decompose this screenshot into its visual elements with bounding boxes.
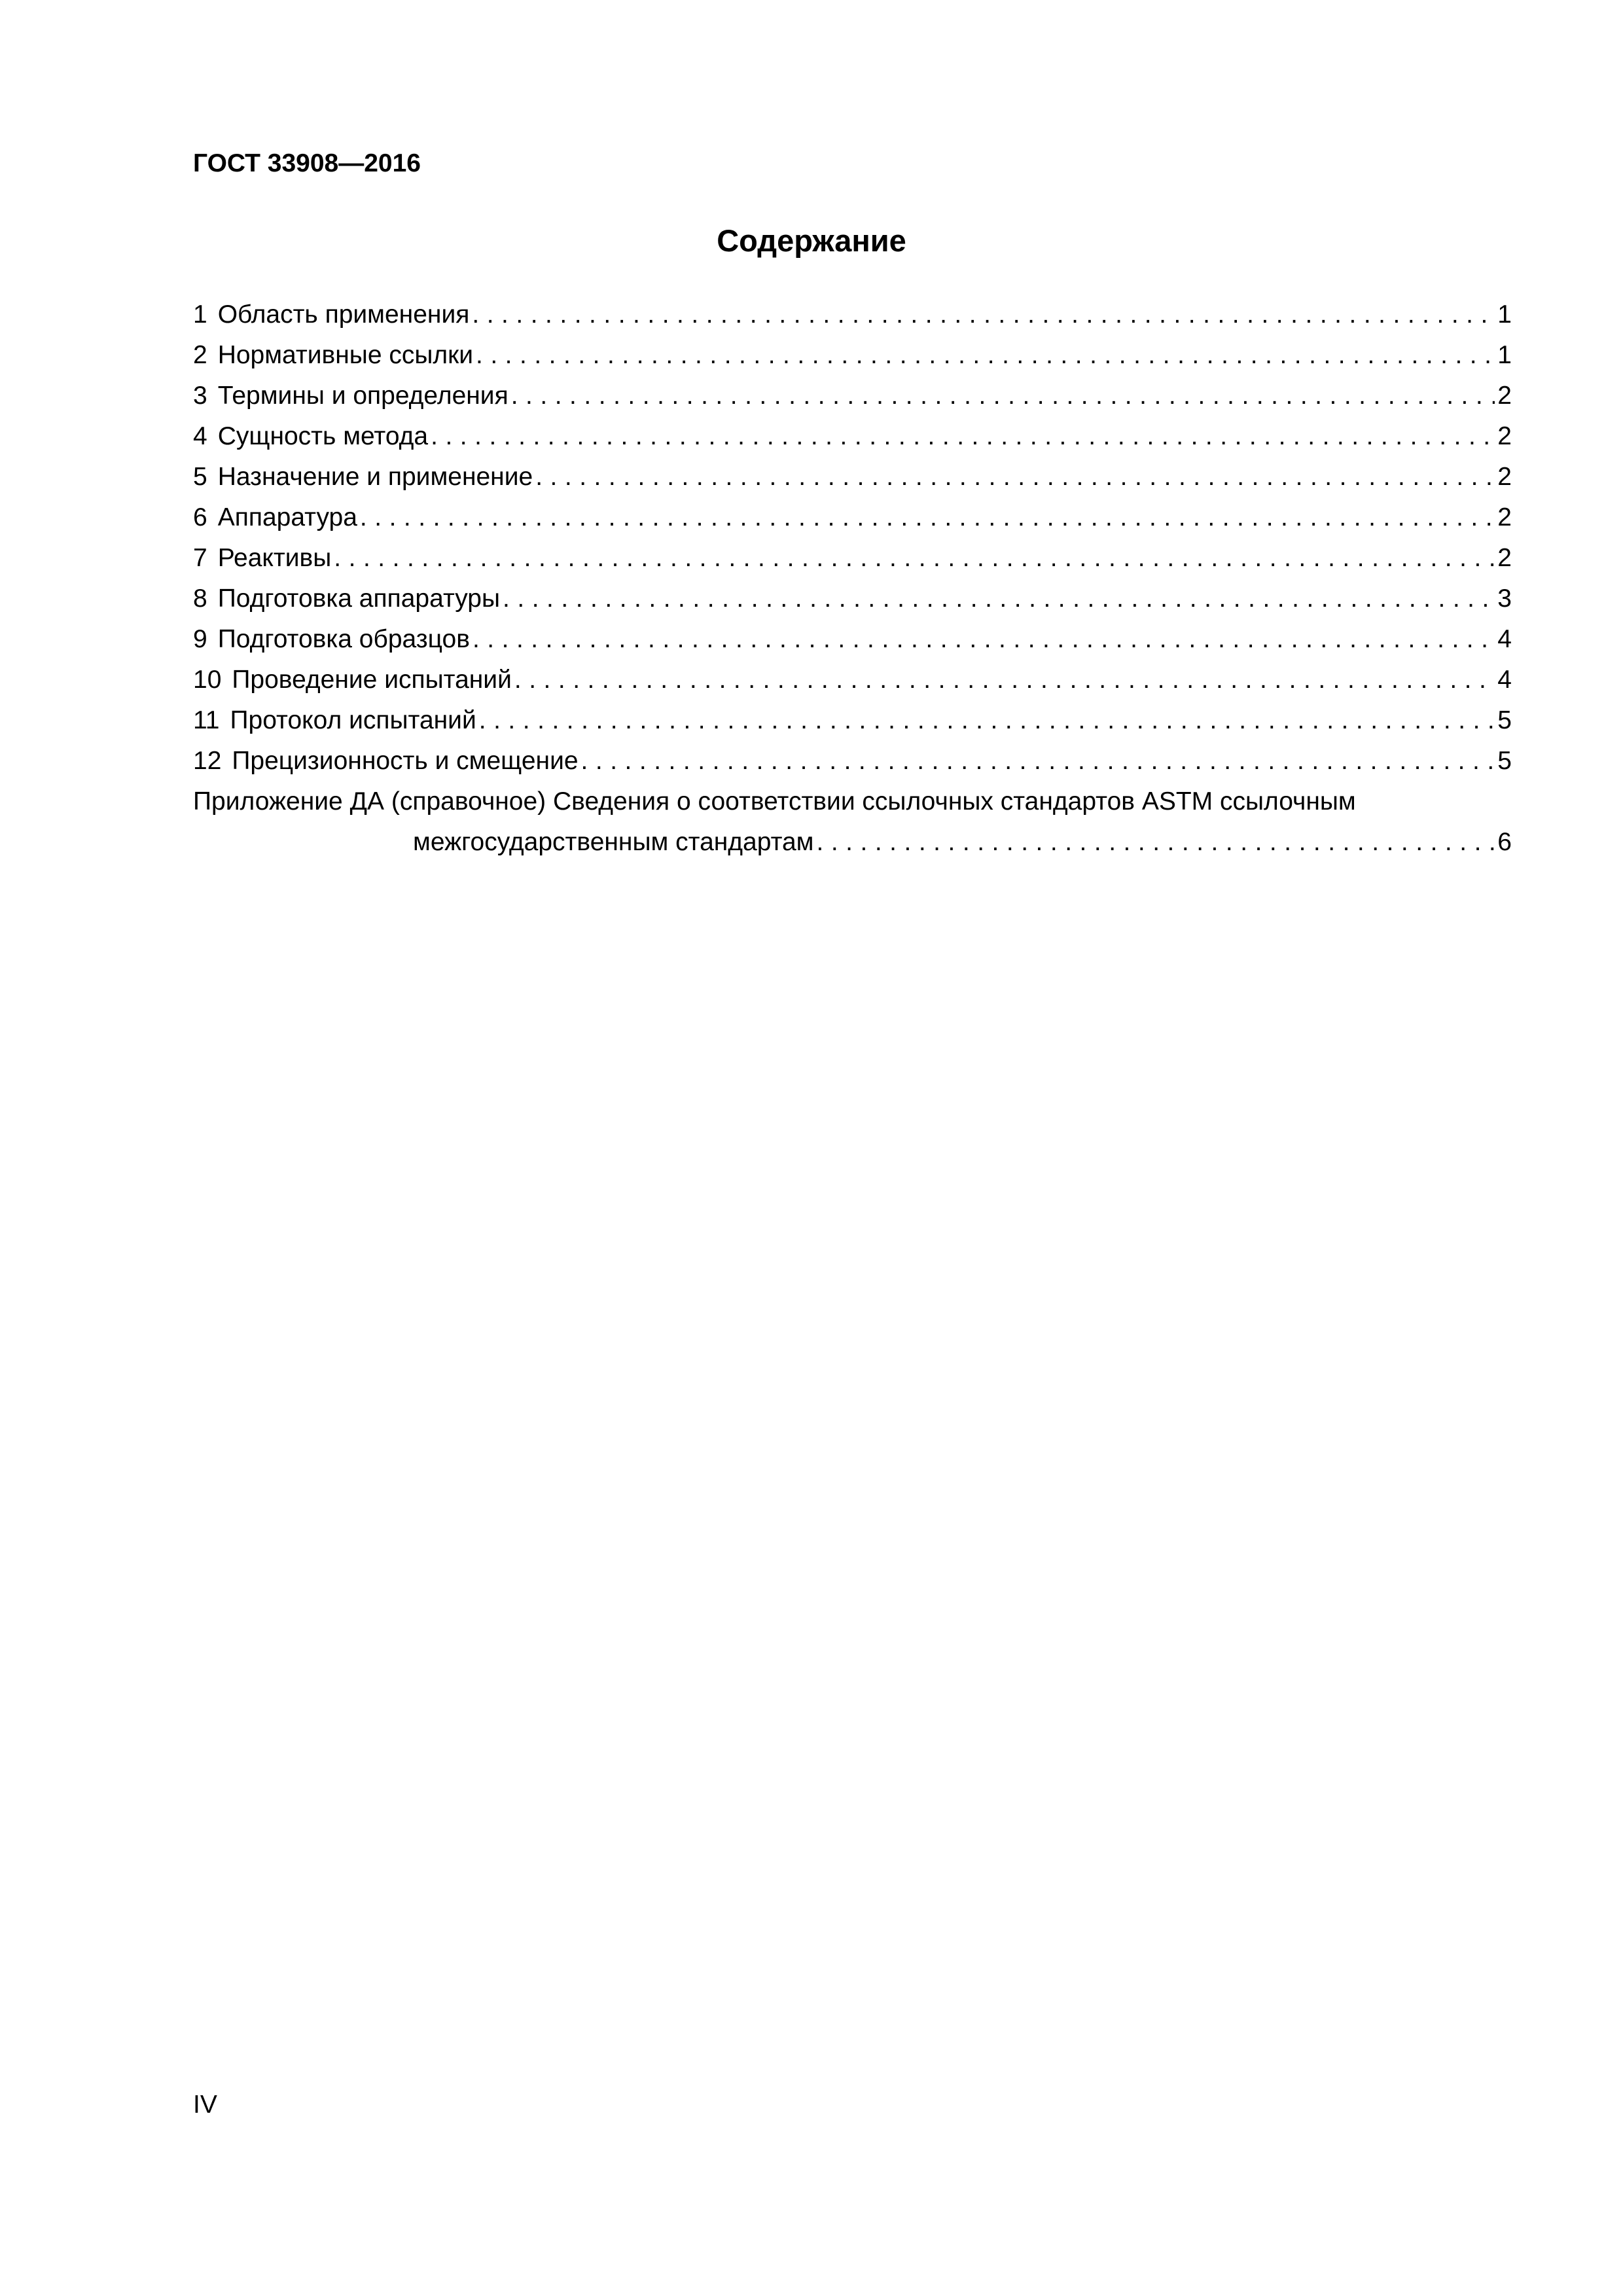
toc-entry-number: 2 — [193, 341, 207, 369]
toc-entry-number: 4 — [193, 422, 207, 450]
toc-leader-dots — [514, 660, 1495, 700]
toc-appendix-title-line2: межгосударственным стандартам — [413, 828, 814, 856]
toc-appendix-title-line1: Приложение ДА (справочное) Сведения о соответствии ссылочных стандартов ASTM ссылочным — [193, 787, 1356, 816]
toc-leader-dots — [817, 822, 1495, 863]
toc-entry-number: 10 — [193, 666, 222, 694]
toc-entry-number: 1 — [193, 300, 207, 329]
toc-entry[interactable] — [193, 416, 1512, 457]
toc-entry-page: 4 — [1497, 625, 1512, 653]
toc-appendix-page: 6 — [1497, 828, 1512, 856]
toc-entry-number: 6 — [193, 503, 207, 531]
table-of-contents — [193, 295, 1512, 863]
toc-entry-number: 3 — [193, 382, 207, 410]
toc-entry-page: 4 — [1497, 666, 1512, 694]
toc-entry-title: Нормативные ссылки — [217, 341, 473, 369]
toc-leader-dots — [511, 376, 1495, 416]
toc-entry-number: 11 — [193, 706, 220, 734]
toc-entry[interactable] — [193, 619, 1512, 660]
toc-entry-page: 2 — [1497, 382, 1512, 410]
toc-entry-title: Подготовка аппаратуры — [217, 584, 501, 613]
toc-entry[interactable] — [193, 295, 1512, 335]
toc-entry-title: Подготовка образцов — [217, 625, 470, 653]
toc-leader-dots — [503, 579, 1495, 619]
toc-appendix-entry[interactable] — [193, 781, 1512, 863]
toc-appendix-line2 — [193, 822, 1512, 863]
toc-entry-title: Назначение и применение — [217, 463, 533, 491]
toc-entry[interactable] — [193, 741, 1512, 781]
toc-entry-number: 7 — [193, 544, 207, 572]
toc-entry[interactable] — [193, 538, 1512, 579]
toc-heading: Содержание — [717, 223, 906, 258]
toc-leader-dots — [473, 619, 1495, 660]
toc-entry-title: Аппаратура — [217, 503, 357, 531]
toc-entry[interactable] — [193, 497, 1512, 538]
toc-entry-page: 2 — [1497, 422, 1512, 450]
toc-entry-page: 2 — [1497, 544, 1512, 572]
toc-entry[interactable] — [193, 700, 1512, 741]
toc-entry-title: Термины и определения — [217, 382, 508, 410]
toc-leader-dots — [360, 497, 1495, 538]
toc-leader-dots — [476, 335, 1495, 376]
toc-leader-dots — [479, 700, 1495, 741]
toc-entry-number: 9 — [193, 625, 207, 653]
toc-entry-title: Прецизионность и смещение — [232, 747, 579, 775]
toc-entry[interactable] — [193, 579, 1512, 619]
toc-entry-page: 5 — [1497, 747, 1512, 775]
toc-leader-dots — [334, 538, 1495, 579]
toc-leader-dots — [581, 741, 1495, 781]
toc-entry-page: 1 — [1497, 300, 1512, 329]
toc-entry[interactable] — [193, 457, 1512, 497]
toc-entry-title: Сущность метода — [217, 422, 429, 450]
toc-entry[interactable] — [193, 376, 1512, 416]
page-number: IV — [193, 2090, 217, 2119]
toc-leader-dots — [472, 295, 1495, 335]
toc-entry-number: 8 — [193, 584, 207, 613]
toc-entry-title: Протокол испытаний — [230, 706, 476, 734]
toc-leader-dots — [431, 416, 1495, 457]
toc-entry-number: 5 — [193, 463, 207, 491]
document-code: ГОСТ 33908—2016 — [193, 149, 421, 177]
toc-entry-page: 5 — [1497, 706, 1512, 734]
toc-entry[interactable] — [193, 660, 1512, 700]
toc-entry-title: Реактивы — [217, 544, 332, 572]
toc-entry-page: 1 — [1497, 341, 1512, 369]
toc-leader-dots — [535, 457, 1495, 497]
toc-entry-number: 12 — [193, 747, 222, 775]
toc-entry-page: 2 — [1497, 503, 1512, 531]
toc-entry-title: Проведение испытаний — [232, 666, 512, 694]
toc-entry-page: 3 — [1497, 584, 1512, 613]
toc-entry[interactable] — [193, 335, 1512, 376]
toc-entry-page: 2 — [1497, 463, 1512, 491]
toc-entry-title: Область применения — [217, 300, 470, 329]
